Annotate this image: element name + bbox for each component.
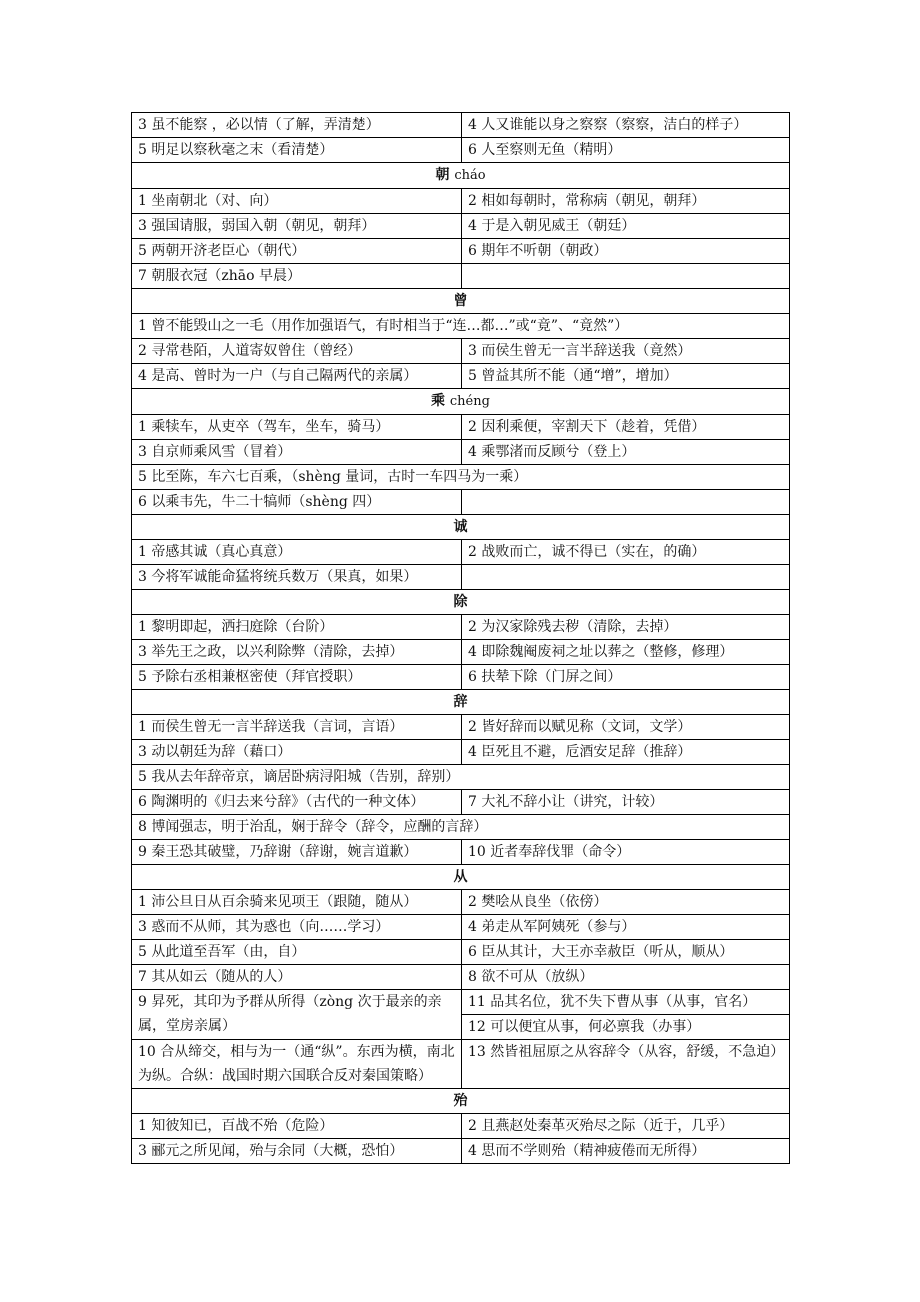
entry-cell: 8 博闻强志，明于治乱，娴于辞令（辞令，应酬的言辞） <box>132 815 790 840</box>
entry-cell: 4 人又谁能以身之察察（察察，洁白的样子） <box>462 113 790 138</box>
table-row <box>132 189 790 214</box>
heading-character: 曾 <box>453 293 468 309</box>
character-heading-row <box>132 1089 790 1114</box>
entry-cell: 2 为汉家除残去秽（清除，去掉） <box>462 615 790 640</box>
table-row <box>132 314 790 339</box>
table-row <box>132 965 790 990</box>
character-heading-row <box>132 389 790 415</box>
table-row <box>132 990 790 1015</box>
entry-cell: 6 陶渊明的《归去来兮辞》（古代的一种文体） <box>132 790 462 815</box>
entry-cell: 2 寻常巷陌，人道寄奴曾住（曾经） <box>132 339 462 364</box>
entry-cell: 5 比至陈，车六七百乘，（shèng 量词，古时一车四马为一乘） <box>132 465 790 490</box>
heading-character: 辞 <box>453 694 468 710</box>
entry-cell: 10 近者奉辞伐罪（命令） <box>462 840 790 865</box>
table-row <box>132 1139 790 1164</box>
table-row <box>132 1040 790 1089</box>
table-row <box>132 540 790 565</box>
entry-cell <box>462 264 790 289</box>
entry-cell: 6 臣从其计，大王亦幸赦臣（听从，顺从） <box>462 940 790 965</box>
table-row <box>132 840 790 865</box>
entry-cell: 3 举先王之政，以兴利除弊（清除，去掉） <box>132 640 462 665</box>
entry-cell: 11 品其名位，犹不失下曹从事（从事，官名） <box>462 990 790 1015</box>
entry-cell: 8 欲不可从（放纵） <box>462 965 790 990</box>
character-heading-row <box>132 690 790 715</box>
entry-cell: 4 于是入朝见威王（朝廷） <box>462 214 790 239</box>
table-row <box>132 790 790 815</box>
entry-cell: 3 强国请服，弱国入朝（朝见，朝拜） <box>132 214 462 239</box>
table-row <box>132 214 790 239</box>
entry-cell: 7 朝服衣冠（zhāo 早晨） <box>132 264 462 289</box>
table-row <box>132 138 790 163</box>
character-heading <box>132 515 790 540</box>
entry-cell: 3 惑而不从师，其为惑也（向……学习） <box>132 915 462 940</box>
heading-character: 诚 <box>453 519 468 535</box>
entry-cell: 4 即除魏阉废祠之址以葬之（整修，修理） <box>462 640 790 665</box>
character-heading-row <box>132 865 790 890</box>
entry-cell: 3 郦元之所见闻，殆与余同（大概，恐怕） <box>132 1139 462 1164</box>
glossary-table-body <box>132 113 790 1164</box>
table-row <box>132 665 790 690</box>
entry-cell: 1 沛公旦日从百余骑来见项王（跟随，随从） <box>132 890 462 915</box>
character-heading <box>132 163 790 189</box>
table-row <box>132 890 790 915</box>
table-row <box>132 415 790 440</box>
entry-cell: 2 战败而亡，诚不得已（实在，的确） <box>462 540 790 565</box>
character-heading-row <box>132 515 790 540</box>
entry-cell: 3 今将军诚能命猛将统兵数万（果真，如果） <box>132 565 462 590</box>
table-row <box>132 815 790 840</box>
table-row <box>132 440 790 465</box>
entry-cell: 9 昇死，其印为予群从所得（zòng 次于最亲的亲属，堂房亲属） <box>132 990 462 1040</box>
character-heading-row <box>132 163 790 189</box>
entry-cell: 1 坐南朝北（对、向） <box>132 189 462 214</box>
entry-cell: 2 相如每朝时，常称病（朝见，朝拜） <box>462 189 790 214</box>
entry-cell <box>462 565 790 590</box>
character-heading <box>132 865 790 890</box>
entry-cell: 12 可以便宜从事，何必禀我（办事） <box>462 1015 790 1040</box>
entry-cell: 2 因利乘便，宰割天下（趁着，凭借） <box>462 415 790 440</box>
heading-character: 朝 <box>435 167 450 183</box>
table-row <box>132 1114 790 1139</box>
glossary-document <box>131 112 789 1164</box>
entry-cell: 4 是高、曾时为一户（与自己隔两代的亲属） <box>132 364 462 389</box>
character-heading <box>132 389 790 415</box>
table-row <box>132 339 790 364</box>
table-row <box>132 740 790 765</box>
table-row <box>132 940 790 965</box>
entry-cell: 7 大礼不辞小让（讲究，计较） <box>462 790 790 815</box>
character-heading <box>132 289 790 314</box>
entry-cell: 1 黎明即起，洒扫庭除（台阶） <box>132 615 462 640</box>
heading-character: 除 <box>453 594 468 610</box>
character-heading <box>132 1089 790 1114</box>
entry-cell: 4 弟走从军阿姨死（参与） <box>462 915 790 940</box>
entry-cell: 4 乘鄂渚而反顾兮（登上） <box>462 440 790 465</box>
table-row <box>132 239 790 264</box>
entry-cell: 10 合从缔交，相与为一（通“纵”。东西为横，南北为纵。合纵：战国时期六国联合反对秦国策略） <box>132 1040 462 1089</box>
table-row <box>132 364 790 389</box>
entry-cell: 9 秦王恐其破璧，乃辞谢（辞谢，婉言道歉） <box>132 840 462 865</box>
heading-pinyin: chéng <box>449 394 490 409</box>
heading-character: 乘 <box>431 393 446 409</box>
entry-cell: 6 人至察则无鱼（精明） <box>462 138 790 163</box>
heading-character: 殆 <box>453 1093 468 1109</box>
entry-cell: 1 帝感其诚（真心真意） <box>132 540 462 565</box>
entry-cell: 5 明足以察秋毫之末（看清楚） <box>132 138 462 163</box>
table-row <box>132 615 790 640</box>
glossary-table <box>131 112 790 1164</box>
table-row <box>132 640 790 665</box>
table-row <box>132 715 790 740</box>
entry-cell: 13 然皆祖屈原之从容辞令（从容，舒缓，不急迫） <box>462 1040 790 1089</box>
entry-cell: 1 曾不能毁山之一毛（用作加强语气，有时相当于“连…都…”或“竟”、“竟然”） <box>132 314 790 339</box>
entry-cell: 3 而侯生曾无一言半辞送我（竟然） <box>462 339 790 364</box>
entry-cell: 3 自京师乘风雪（冒着） <box>132 440 462 465</box>
entry-cell <box>462 490 790 515</box>
entry-cell: 4 臣死且不避，卮酒安足辞（推辞） <box>462 740 790 765</box>
entry-cell: 3 动以朝廷为辞（藉口） <box>132 740 462 765</box>
table-row <box>132 565 790 590</box>
table-row <box>132 765 790 790</box>
entry-cell: 2 且燕赵处秦革灭殆尽之际（近于，几乎） <box>462 1114 790 1139</box>
character-heading <box>132 590 790 615</box>
heading-pinyin: cháo <box>454 168 486 183</box>
entry-cell: 2 樊哙从良坐（依傍） <box>462 890 790 915</box>
table-row <box>132 113 790 138</box>
entry-cell: 5 予除右丞相兼枢密使（拜官授职） <box>132 665 462 690</box>
table-row <box>132 915 790 940</box>
table-row <box>132 490 790 515</box>
entry-cell: 6 期年不听朝（朝政） <box>462 239 790 264</box>
entry-cell: 5 两朝开济老臣心（朝代） <box>132 239 462 264</box>
entry-cell: 7 其从如云（随从的人） <box>132 965 462 990</box>
entry-cell: 5 我从去年辞帝京，谪居卧病浔阳城（告别，辞别） <box>132 765 790 790</box>
character-heading-row <box>132 289 790 314</box>
table-row <box>132 264 790 289</box>
entry-cell: 5 曾益其所不能（通“增”，增加） <box>462 364 790 389</box>
entry-cell: 6 以乘韦先，牛二十犒师（shèng 四） <box>132 490 462 515</box>
entry-cell: 1 乘犊车，从吏卒（驾车，坐车，骑马） <box>132 415 462 440</box>
character-heading-row <box>132 590 790 615</box>
entry-cell: 2 皆好辞而以赋见称（文词，文学） <box>462 715 790 740</box>
entry-cell: 3 虽不能察 ，必以情（了解，弄清楚） <box>132 113 462 138</box>
entry-cell: 6 扶辇下除（门屏之间） <box>462 665 790 690</box>
table-row <box>132 465 790 490</box>
entry-cell: 4 思而不学则殆（精神疲倦而无所得） <box>462 1139 790 1164</box>
character-heading <box>132 690 790 715</box>
heading-character: 从 <box>453 869 468 885</box>
entry-cell: 1 而侯生曾无一言半辞送我（言词，言语） <box>132 715 462 740</box>
entry-cell: 1 知彼知已，百战不殆（危险） <box>132 1114 462 1139</box>
entry-cell: 5 从此道至吾军（由，自） <box>132 940 462 965</box>
